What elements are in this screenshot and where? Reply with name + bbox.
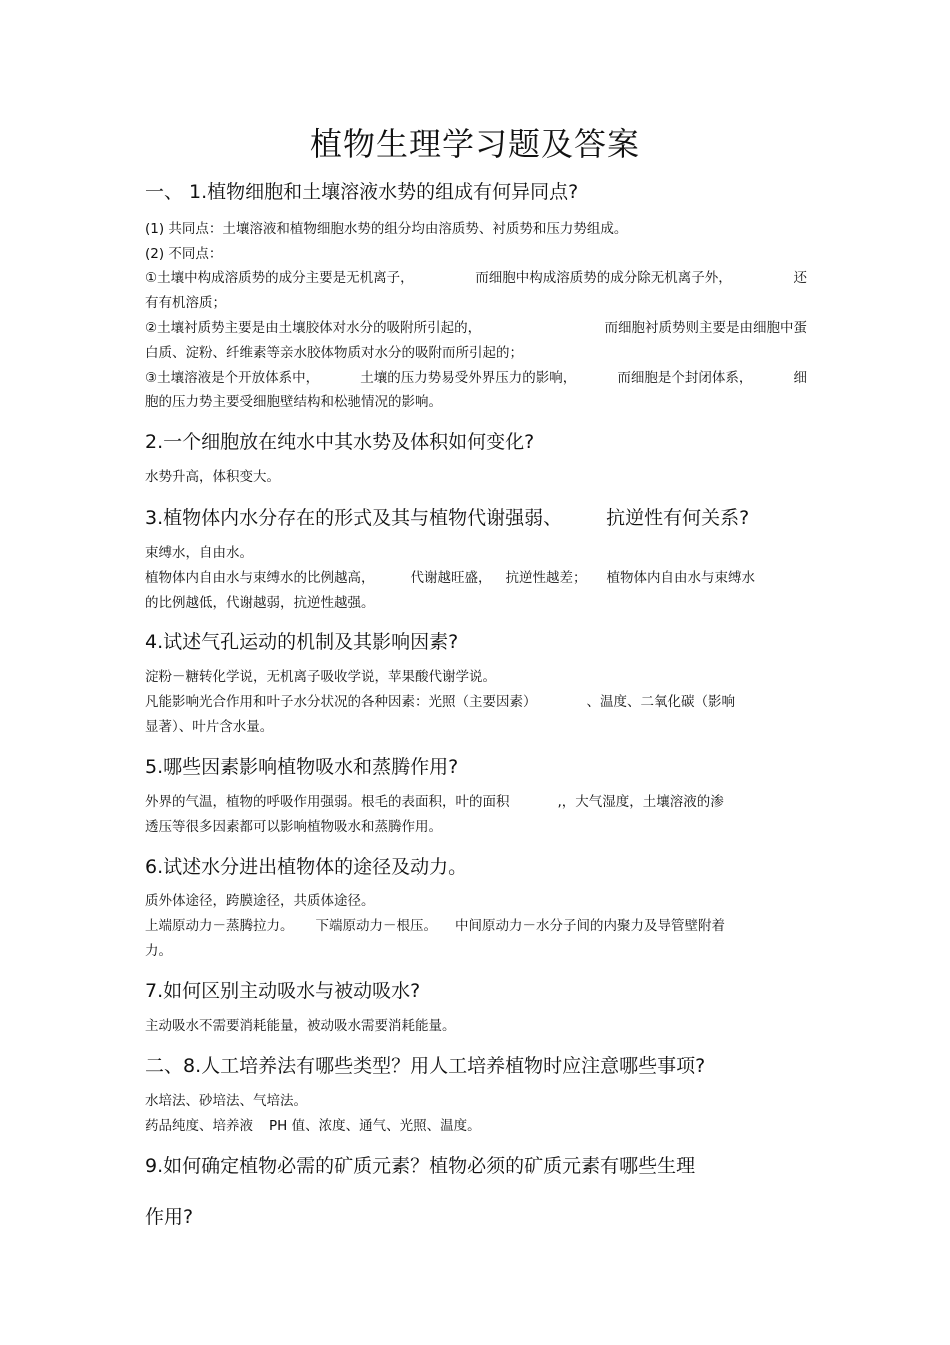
answer-1-line-3-part-c: 还 (793, 270, 807, 286)
answer-1-line-7-part-c: 而细胞是个封闭体系， (617, 370, 753, 386)
answer-4-line-1: 淀粉－糖转化学说，无机离子吸收学说，苹果酸代谢学说。 (145, 669, 496, 685)
answer-1-line-3-part-a: ①土壤中构成溶质势的成分主要是无机离子， (145, 270, 414, 286)
answer-3-line-1: 束缚水，自由水。 (145, 545, 253, 561)
answer-3-line-2 (145, 566, 810, 591)
answer-2-line-1: 水势升高，体积变大。 (145, 469, 280, 485)
question-1: 一、 1.植物细胞和土壤溶液水势的组成有何异同点? (145, 181, 579, 203)
answer-5-line-2: 透压等很多因素都可以影响植物吸水和蒸腾作用。 (145, 819, 442, 835)
answer-5-line-1-part-a: 外界的气温，植物的呼吸作用强弱。根毛的表面积，叶的面积 (145, 794, 510, 810)
question-8: 二、8.人工培养法有哪些类型？用人工培养植物时应注意哪些事项? (145, 1055, 706, 1077)
answer-1-line-3-part-b: 而细胞中构成溶质势的成分除无机离子外， (475, 270, 732, 286)
answer-7-line-1: 主动吸水不需要消耗能量，被动吸水需要消耗能量。 (145, 1018, 456, 1034)
answer-1-line-5-part-b: 而细胞衬质势则主要是由细胞中蛋 (604, 320, 807, 336)
question-5: 5.哪些因素影响植物吸水和蒸腾作用? (145, 756, 459, 778)
question-3 (145, 505, 749, 531)
answer-6-line-2-part-b: 下端原动力－根压。 (315, 918, 437, 934)
answer-1-line-7-part-b: 土壤的压力势易受外界压力的影响， (360, 370, 577, 386)
answer-4-line-2-part-b: 、温度、二氧化碳（影响 (586, 694, 735, 710)
answer-1-line-5-part-a: ②土壤衬质势主要是由土壤胶体对水分的吸附所引起的， (145, 320, 482, 336)
answer-6-line-2-part-c: 中间原动力－水分子间的内聚力及导管壁附着 (455, 918, 725, 934)
answer-6-line-3: 力。 (145, 943, 172, 959)
answer-1-line-7 (145, 366, 807, 391)
answer-3-line-2-part-a: 植物体内自由水与束缚水的比例越高， (145, 570, 375, 586)
question-2: 2.一个细胞放在纯水中其水势及体积如何变化? (145, 431, 535, 453)
answer-3-line-2-part-d: 植物体内自由水与束缚水 (606, 570, 755, 586)
answer-3-line-2-part-b: 代谢越旺盛， (410, 570, 492, 586)
answer-6-line-1: 质外体途径，跨膜途径，共质体途径。 (145, 893, 375, 909)
answer-1-line-3 (145, 266, 807, 291)
question-6: 6.试述水分进出植物体的途径及动力。 (145, 856, 468, 878)
answer-1-line-7-part-d: 细 (793, 370, 807, 386)
question-3-part-a: 3.植物体内水分存在的形式及其与植物代谢强弱、 (145, 507, 563, 529)
answer-8-line-2-part-b: PH 值、浓度、通气、光照、温度。 (269, 1118, 481, 1134)
answer-3-line-3: 的比例越低，代谢越弱，抗逆性越强。 (145, 595, 375, 611)
answer-1-line-1: (1) 共同点：土壤溶液和植物细胞水势的组分均由溶质势、衬质势和压力势组成。 (145, 221, 628, 237)
answer-5-line-1 (145, 790, 810, 815)
answer-4-line-2-part-a: 凡能影响光合作用和叶子水分状况的各种因素：光照（主要因素） (145, 694, 537, 710)
answer-8-line-2 (145, 1114, 810, 1139)
answer-4-line-3: 显著）、叶片含水量。 (145, 719, 274, 735)
answer-1-line-6: 白质、淀粉、纤维素等亲水胶体物质对水分的吸附而所引起的； (145, 345, 523, 361)
answer-6-line-2 (145, 914, 810, 939)
question-3-part-b: 抗逆性有何关系? (606, 507, 750, 529)
answer-6-line-2-part-a: 上端原动力－蒸腾拉力。 (145, 918, 294, 934)
answer-1-line-2: (2) 不同点： (145, 246, 223, 262)
question-9-line-1: 9.如何确定植物必需的矿质元素？植物必须的矿质元素有哪些生理 (145, 1155, 696, 1177)
answer-1-line-4: 有有机溶质； (145, 295, 226, 311)
question-4: 4.试述气孔运动的机制及其影响因素? (145, 631, 459, 653)
answer-8-line-1: 水培法、砂培法、气培法。 (145, 1093, 307, 1109)
answer-4-line-2 (145, 690, 810, 715)
answer-1-line-7-part-a: ③土壤溶液是个开放体系中， (145, 370, 320, 386)
answer-1-line-5 (145, 316, 807, 341)
document-title: 植物生理学习题及答案 (309, 125, 640, 163)
answer-8-line-2-part-a: 药品纯度、培养液 (145, 1118, 253, 1134)
question-7: 7.如何区别主动吸水与被动吸水? (145, 980, 421, 1002)
answer-3-line-2-part-c: 抗逆性越差； (505, 570, 587, 586)
question-9-line-2: 作用? (145, 1206, 194, 1228)
answer-5-line-1-part-b: ,，大气湿度，土壤溶液的渗 (557, 794, 724, 810)
answer-1-line-8: 胞的压力势主要受细胞壁结构和松驰情况的影响。 (145, 394, 442, 410)
